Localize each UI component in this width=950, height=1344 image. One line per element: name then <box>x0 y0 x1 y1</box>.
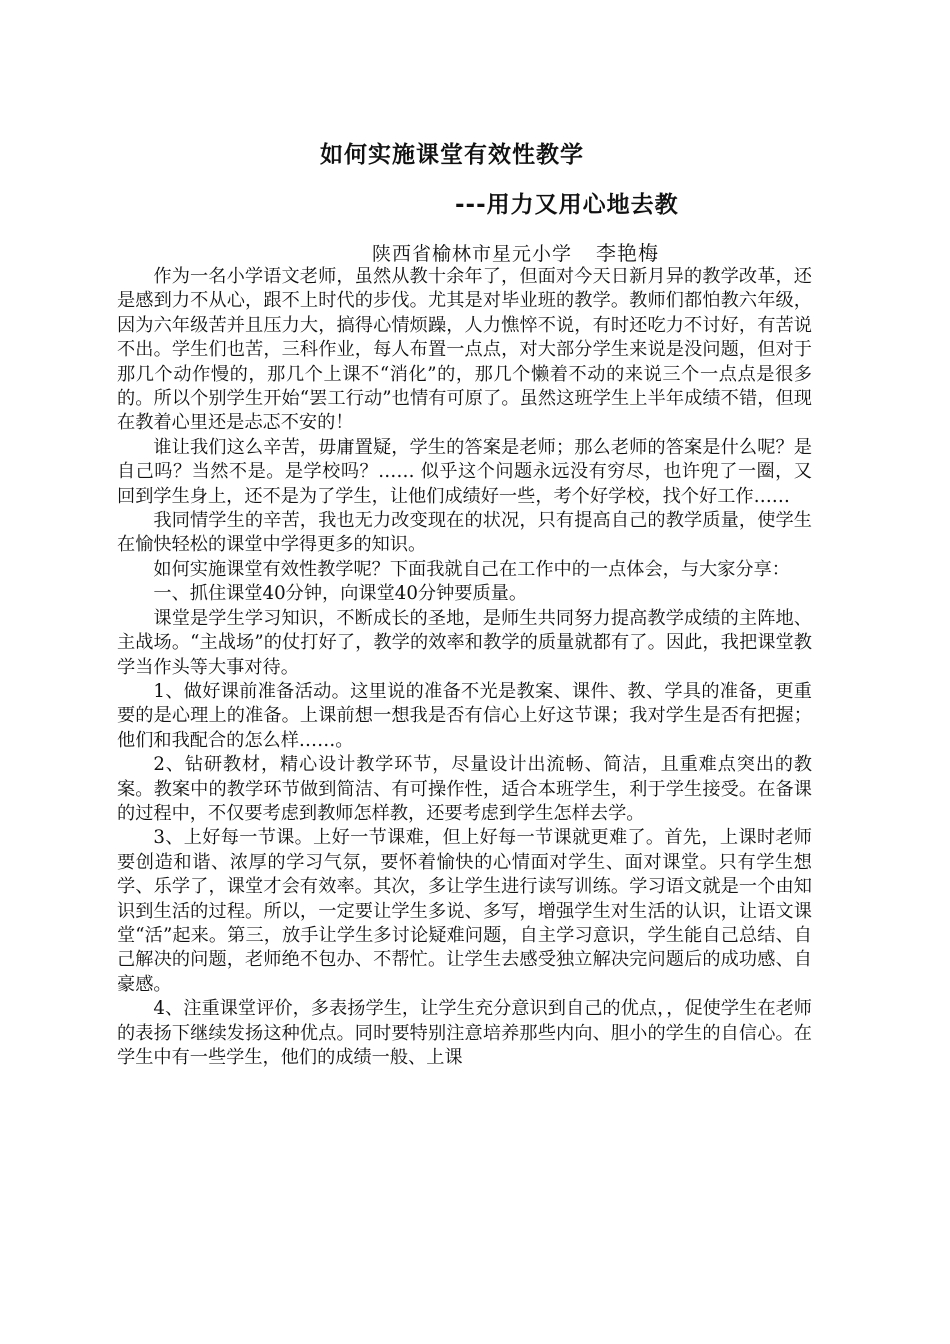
paragraph: 如何实施课堂有效性教学呢？下面我就自己在工作中的一点体会，与大家分享： <box>153 558 790 580</box>
school-name: 陕西省榆林市星元小学 <box>372 243 573 265</box>
paragraph: 课堂是学生学习知识，不断成长的圣地，是师生共同努力提高教学成绩的主阵地、主战场。“主战场”的仗打好了，教学的效率和教学的质量就都有了。因此，我把课堂教学当作头等大事对待。 <box>117 607 812 678</box>
byline <box>372 237 659 266</box>
paragraph: 2、钻研教材，精心设计教学环节，尽量设计出流畅、简洁，且重难点突出的教案。教案中的教学环节做到简洁、有可操作性，适合本班学生，利于学生接受。在备课的过程中，不仅要考虑到教师怎样教，还要考虑到学生怎样去学。 <box>117 754 812 824</box>
section-heading: 一、抓住课堂40分钟，向课堂40分钟要质量。 <box>153 583 528 605</box>
document-subtitle: ---用力又用心地去教 <box>455 192 679 218</box>
paragraph: 3、上好每一节课。上好一节课难，但上好每一节课就更难了。首先，上课时老师要创造和谐、浓厚的学习气氛，要怀着愉快的心情面对学生、面对课堂。只有学生想学、乐学了，课堂才会有效率。其次，多让学生进行读写训练。学习语文就是一个由知识到生活的过程。所以，一定要让学生多说、多写，增强学生对生活的认识，让语文课堂“活”起来。第三，放手让学生多讨论疑难问题，自主学习意识，学生能自己总结、自己解决的问题，老师绝不包办、不帮忙。让学生去感受独立解决完问题后的成功感、自豪感。 <box>117 827 812 995</box>
paragraph: 4、注重课堂评价，多表扬学生，让学生充分意识到自己的优点，，促使学生在老师的表扬下继续发扬这种优点。同时要特别注意培养那些内向、胆小的学生的自信心。在学生中有一些学生，他们的成绩一般、上课 <box>117 998 812 1068</box>
article-body <box>117 265 812 1070</box>
paragraph: 1、做好课前准备活动。这里说的准备不光是教案、课件、教、学具的准备，更重要的是心理上的准备。上课前想一想我是否有信心上好这节课；我对学生是否有把握；他们和我配合的怎么样……。 <box>117 680 812 751</box>
author-name: 李艳梅 <box>596 241 660 265</box>
paragraph: 作为一名小学语文老师，虽然从教十余年了，但面对今天日新月异的教学改革，还是感到力不从心，跟不上时代的步伐。尤其是对毕业班的教学。教师们都怕教六年级，因为六年级苦并且压力大，搞得心情烦躁，人力憔悴不说，有时还吃力不讨好，有苦说不出。学生们也苦，三科作业，每人布置一点点，对大部分学生来说是没问题，但对于那几个动作慢的，那几个上课不“消化”的，那几个懒着不动的来说三个一点点是很多的。所以个别学生开始“罢工行动”也情有可原了。虽然这班学生上半年成绩不错，但现在教着心里还是忐忑不安的！ <box>117 266 812 434</box>
paragraph: 谁让我们这么辛苦，毋庸置疑，学生的答案是老师；那么老师的答案是什么呢？是自己吗？当然不是。是学校吗？…… 似乎这个问题永远没有穷尽，也许兜了一圈，又回到学生身上，还不是为了学生，让他们成绩好一些，考个好学校，找个好工作…… <box>117 436 812 507</box>
document-title: 如何实施课堂有效性教学 <box>320 142 584 168</box>
paragraph: 我同情学生的辛苦，我也无力改变现在的状况，只有提高自己的教学质量，使学生在愉快轻松的课堂中学得更多的知识。 <box>117 510 812 556</box>
